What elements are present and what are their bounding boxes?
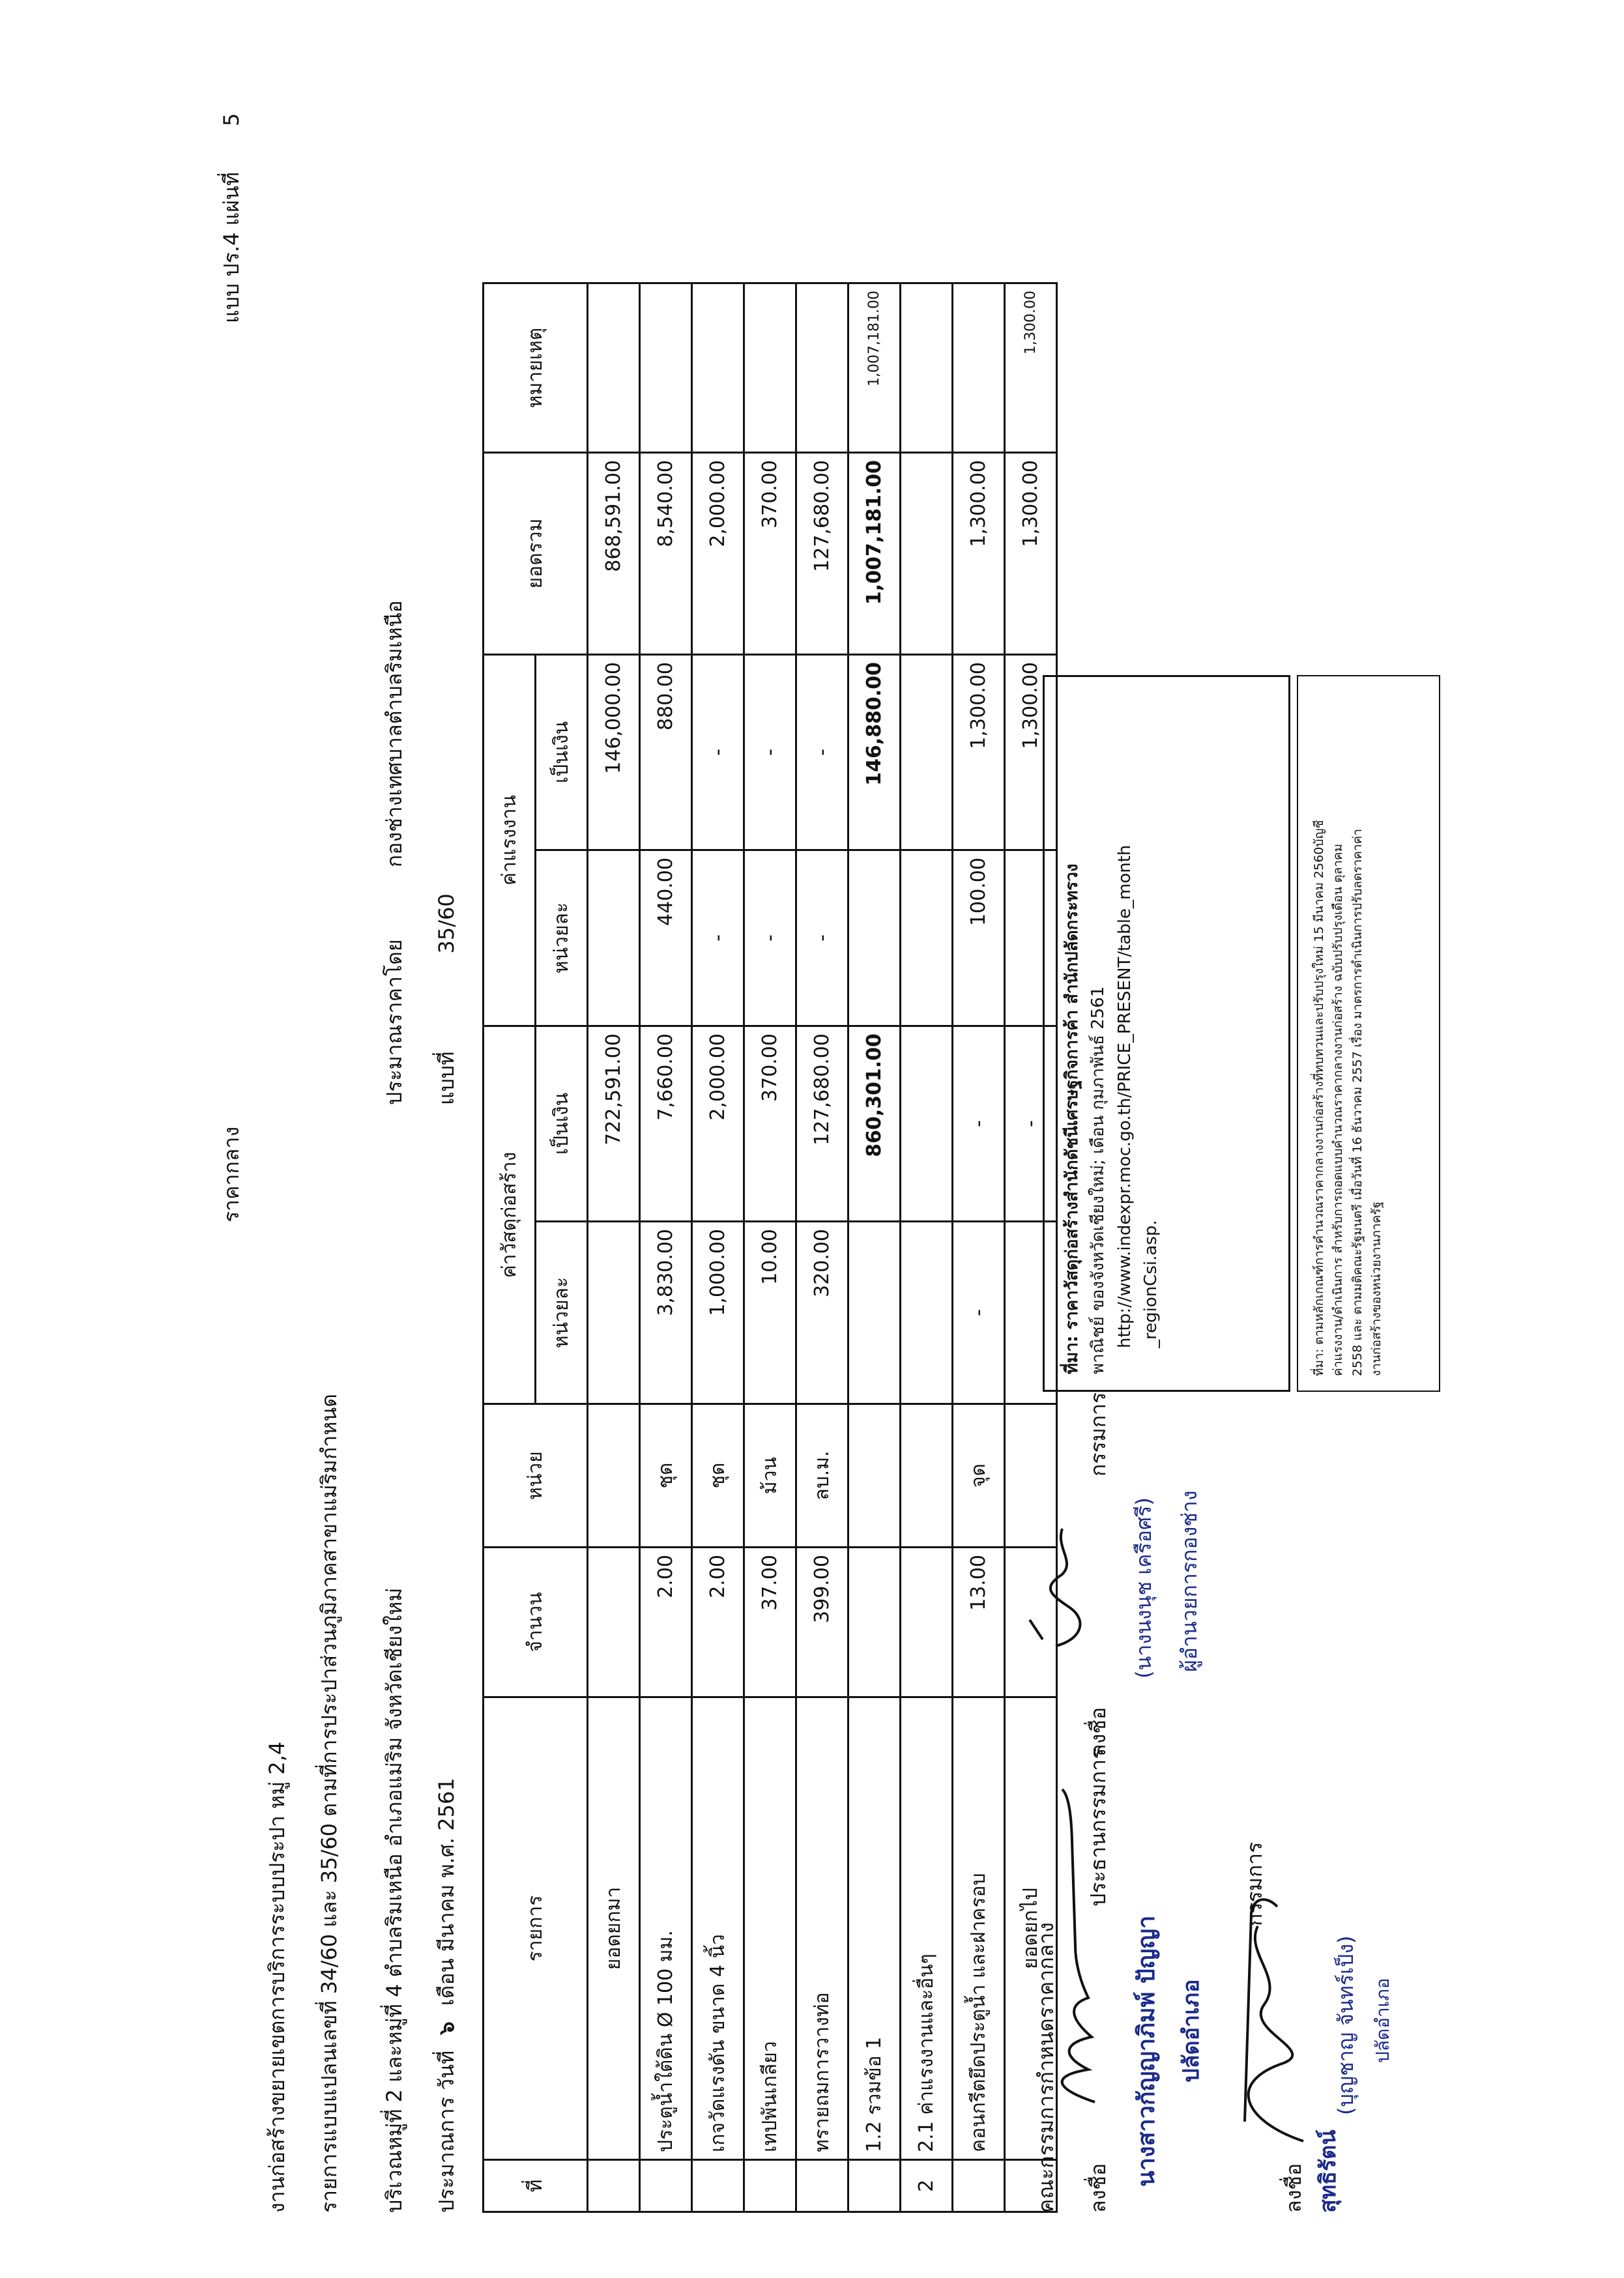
member2-position: ปลัดอำเภอ [1372,1978,1393,2063]
location-line: บริเวณหมู่ที่ 2 และหมู่ที่ 4 ตำบลริมเหนือ อำเภอแม่ริม จังหวัดเชียงใหม่ [382,1587,407,2213]
table-row: เทปพันเกลียว 37.00 ม้วน 10.00 370.00 - - 370.00 [744,283,796,2212]
member1-sign-label: ลงชื่อ [1086,1707,1110,1757]
chair-name: นางสาวกัญญาภิมพ์ ปัญญา [1133,1915,1160,2187]
header-no: ที่ [484,2160,588,2212]
table-row: ประตูน้ำใต้ดิน Ø 100 มม. 2.00 ชุด 3,830.00 7,660.00 440.00 880.00 8,540.00 [640,283,692,2212]
center-title: ราคากลาง [219,1126,244,1222]
member2-stamp: สุทธิรัตน์ [1315,2129,1341,2213]
carry-forward-row: ยอดยกไป - 1,300.00 1,300.00 1,300.00 [1005,283,1057,2212]
form-number: แบบที่ 35/60 [434,893,459,1105]
member2-name: (บุญชาญ จันทร์เป็ง) [1333,1935,1358,2115]
header-remark: หมายเหตุ [484,283,588,453]
table-row: เกจวัดแรงดัน ขนาด 4 นิ้ว 2.00 ชุด 1,000.00 2,000.00 - - 2,000.00 [692,283,744,2212]
header-material-per-unit: หน่วยละ [536,1222,588,1404]
header-labor-per-unit: หน่วยละ [536,850,588,1026]
header-material: ค่าวัสดุก่อสร้าง [484,1026,536,1404]
subtotal-row: 1.2 รวมข้อ 1 860,301.00 146,880.00 1,007,181.00 1,007,181.00 [848,283,901,2212]
header-item: รายการ [484,1697,588,2160]
estimated-by: ประมาณราคาโดย กองช่างเทศบาลตำบลริมเหนือ [382,600,407,1105]
member1-role: กรรมการ [1086,1392,1110,1477]
chair-role: ประธานกรรมการ [1086,1748,1110,1907]
table-row: คอนกรีตยึดประตูน้ำ และฝาครอบ 13.00 จุด - - 100.00 1,300.00 1,300.00 [953,283,1005,2212]
header-labor: ค่าแรงงาน [484,655,536,1026]
estimate-date: ประมาณการ วันที่ ๖ เดือน มีนาคม พ.ศ. 2561 [434,1778,459,2213]
member1-position: ผู้อำนวยการกองช่าง [1177,1490,1202,1672]
header-labor-amount: เป็นเงิน [536,655,588,850]
labor-cost-source-note: ที่มา: ตามหลักเกณฑ์การคำนวณราคากลางงานก่อสร้างที่ทบทวนและปรับปรุงใหม่ 15 มีนาคม 2560บัญชี ค่าแรงงาน/ดำเนินการ สำหรับการถอดแบบคำนวณราคากลางงานก่อสร้าง ฉบับปรับปรุงเดือน ตุลาคม 2558 และ ตามมติคณะรัฐมนตรี เมื่อวันที่ 16 ธันวาคม 2557 เรื่อง มาตรการดำเนินการปรับลดราคาค่า งานก่อสร้างของหน่วยงานภาครัฐ [1297,675,1440,1392]
project-line: งานก่อสร้างขยายเขตการบริการระบบประปา หมู่ 2,4 [265,1741,289,2213]
table-row: ทรายถมการวางท่อ 399.00 ลบ.ม. 320.00 127,680.00 - - 127,680.00 [796,283,848,2212]
header-material-amount: เป็นเงิน [536,1026,588,1222]
table-header-row [484,283,536,2212]
member2-signature [1206,1887,1336,2161]
committee-title: คณะกรรมการกำหนดราคากลาง [1034,1922,1058,2213]
header-total: ยอดรวม [484,453,588,655]
member1-signature [1017,1509,1101,1659]
cost-table [482,282,1058,2213]
section-row: 2 2.1 ค่าแรงงานและอื่นๆ [901,283,953,2212]
plan-line: รายการแบบแปลนเลขที่ 34/60 และ 35/60 ตามที่การประปาส่วนภูมิภาคสาขาแม่ริมกำหนด [317,1393,341,2213]
member2-role: กรรมการ [1242,1841,1267,1926]
header-qty: จำนวน [484,1548,588,1697]
member2-sign-label: ลงชื่อ [1281,2163,1306,2213]
chair-position: ปลัดอำเภอ [1178,1979,1204,2083]
table-row: ยอดยกมา 722,591.00 146,000.00 868,591.00 [588,283,640,2212]
header-unit: หน่วย [484,1404,588,1548]
chair-sign-label: ลงชื่อ [1086,2163,1110,2213]
sheet-number: 5 [219,113,244,126]
member1-name: (นางนงนุช เครือศรี) [1131,1497,1156,1679]
material-price-source-note: ที่มา: ราคาวัสดุก่อสร้างสำนักดัชนีเศรษฐกิจการค้า สำนักปลัดกระทรวง พาณิชย์ ของจังหวัดเชียงใหม่; เดือน กุมภาพันธ์ 2561 http://www.indexpr.moc.go.th/PRICE_PRESENT/table_month _regionCsi.asp. [1043,675,1290,1392]
form-code: แบบ ปร.4 แผ่นที่ 5 [219,113,244,323]
